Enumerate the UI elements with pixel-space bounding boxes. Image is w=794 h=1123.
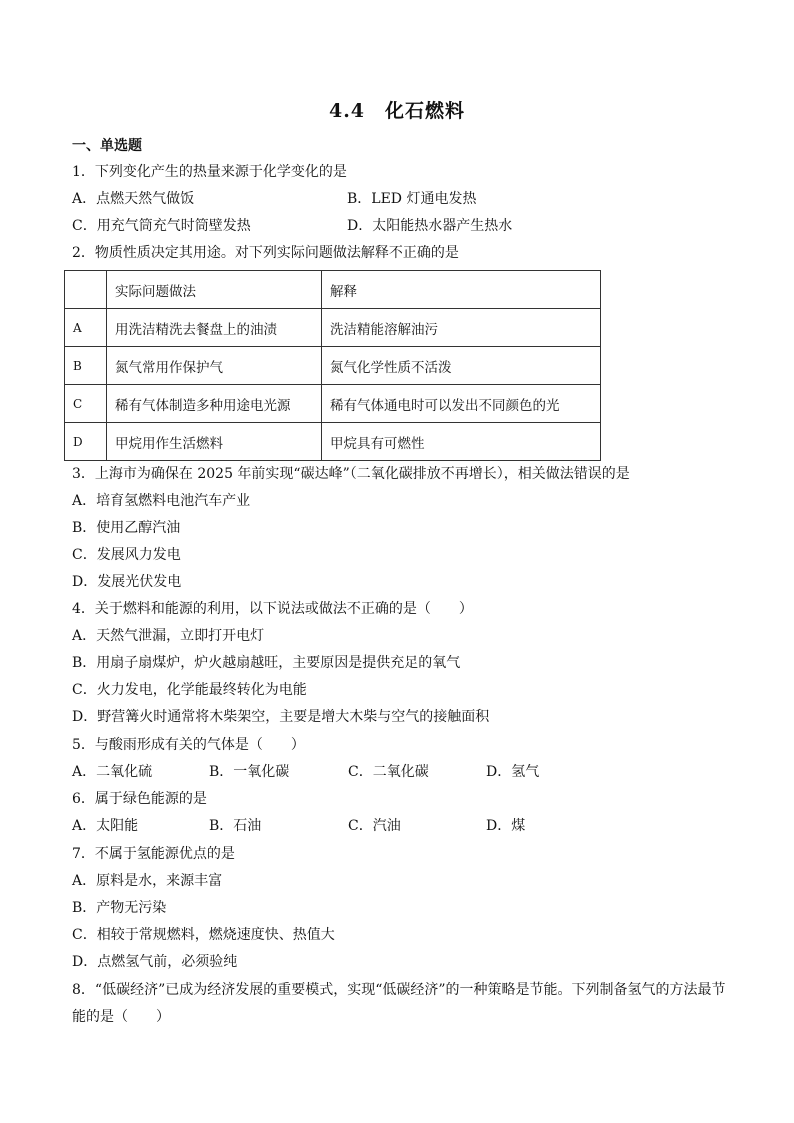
q5-option-a: A．二氧化硫 [72,764,153,780]
table-cell: 甲烷具有可燃性 [322,423,601,461]
table-row [65,309,601,347]
page-title: 4.4 化石燃料 [328,100,466,122]
question-2-table [64,270,601,461]
q5-option-d: D．氢气 [486,764,540,780]
table-cell: D [65,423,107,461]
table-cell: A [65,309,107,347]
q1-option-d: D．太阳能热水器产生热水 [347,218,513,234]
table-row [65,423,601,461]
table-cell: 用洗洁精洗去餐盘上的油渍 [107,309,322,347]
q7-option-a: A．原料是水，来源丰富 [72,873,223,889]
section-heading: 一、单选题 [72,138,142,154]
q5-option-c: C．二氧化碳 [348,764,429,780]
q3-option-a: A．培育氢燃料电池汽车产业 [72,493,251,509]
table-cell: C [65,385,107,423]
q4-option-d: D．野营篝火时通常将木柴架空，主要是增大木柴与空气的接触面积 [72,709,490,725]
question-2-stem: 2．物质性质决定其用途。对下列实际问题做法解释不正确的是 [72,245,459,261]
table-cell: B [65,347,107,385]
table-row [65,385,601,423]
q4-option-c: C．火力发电，化学能最终转化为电能 [72,682,307,698]
q4-option-a: A．天然气泄漏，立即打开电灯 [72,628,265,644]
q1-option-a: A．点燃天然气做饭 [72,191,195,207]
q7-option-c: C．相较于常规燃料，燃烧速度快、热值大 [72,927,335,943]
table-cell: 氮气常用作保护气 [107,347,322,385]
table-header-practice: 实际问题做法 [107,271,322,309]
question-1-stem: 1．下列变化产生的热量来源于化学变化的是 [72,164,347,180]
q1-option-c: C．用充气筒充气时筒壁发热 [72,218,251,234]
table-cell: 甲烷用作生活燃料 [107,423,322,461]
q3-option-d: D．发展光伏发电 [72,574,182,590]
q6-option-b: B．石油 [209,818,262,834]
question-4-stem: 4．关于燃料和能源的利用，以下说法或做法不正确的是（ ） [72,601,473,617]
q7-option-d: D．点燃氢气前，必须验纯 [72,954,238,970]
question-5-stem: 5．与酸雨形成有关的气体是（ ） [72,737,305,753]
q3-option-b: B．使用乙醇汽油 [72,520,181,536]
question-3-stem: 3．上海市为确保在 2025 年前实现“碳达峰”（二氧化碳排放不再增长），相关做法错误的是 [72,466,630,482]
q6-option-c: C．汽油 [348,818,401,834]
question-8-stem-line-1: 8．“低碳经济”已成为经济发展的重要模式，实现“低碳经济”的一种策略是节能。下列制备氢气的方法最节 [72,982,726,998]
question-7-stem: 7．不属于氢能源优点的是 [72,846,235,862]
q6-option-d: D．煤 [486,818,526,834]
q6-option-a: A．太阳能 [72,818,139,834]
table-cell: 洗洁精能溶解油污 [322,309,601,347]
table-header-explanation: 解释 [322,271,601,309]
q7-option-b: B．产物无污染 [72,900,167,916]
question-8-stem-line-2: 能的是（ ） [72,1009,170,1025]
table-cell: 稀有气体制造多种用途电光源 [107,385,322,423]
q4-option-b: B．用扇子扇煤炉，炉火越扇越旺，主要原因是提供充足的氧气 [72,655,461,671]
table-header-row [65,271,601,309]
table-cell [65,271,107,309]
q5-option-b: B．一氧化碳 [209,764,290,780]
q3-option-c: C．发展风力发电 [72,547,181,563]
q1-option-b: B．LED 灯通电发热 [347,191,477,207]
table-cell: 稀有气体通电时可以发出不同颜色的光 [322,385,601,423]
question-6-stem: 6．属于绿色能源的是 [72,791,207,807]
table-row [65,347,601,385]
table-cell: 氮气化学性质不活泼 [322,347,601,385]
